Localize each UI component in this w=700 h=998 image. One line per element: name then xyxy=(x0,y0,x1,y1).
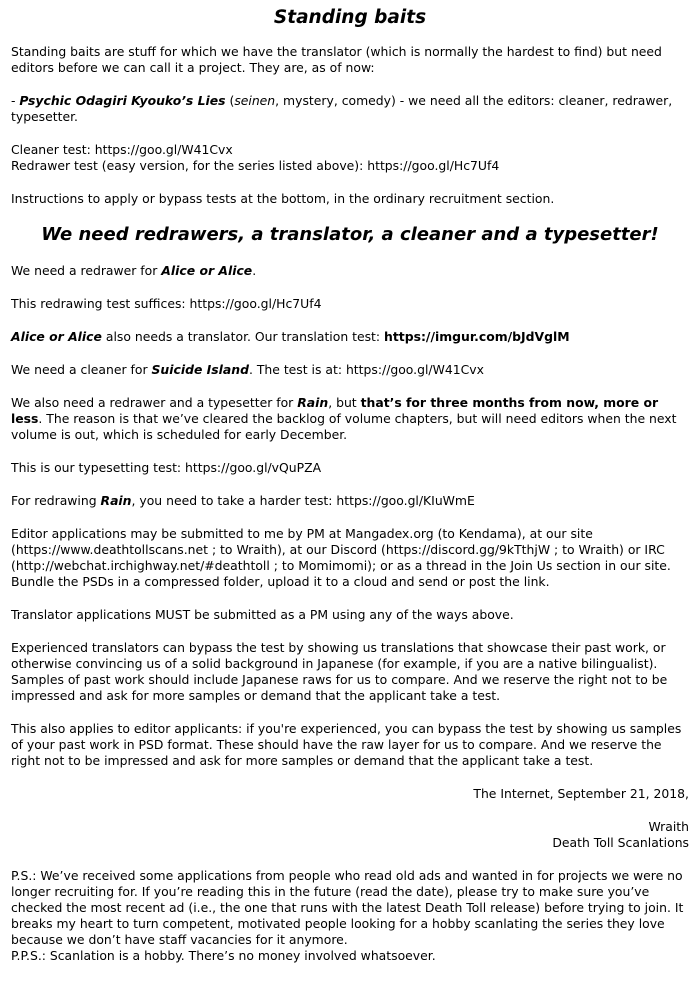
signature-group: Death Toll Scanlations xyxy=(552,835,689,850)
redrawer-test-line: Redrawer test (easy version, for the series listed above): https://goo.gl/Hc7Uf4 xyxy=(11,158,500,173)
experienced-translators-paragraph: Experienced translators can bypass the test by showing us translations that showcase their past work, or otherwise convincing us of a solid background in Japanese (for example, if you are a native bilingualist). Samples of past work should include Japanese raws for us to compare. And we reserve the right not to be impressed and ask for more samples or demand that the applicant take a test. xyxy=(11,640,668,703)
translator-applications-paragraph: Translator applications MUST be submitted as a PM using any of the ways above. xyxy=(11,607,514,622)
typesetting-test-line: This is our typesetting test: https://goo.gl/vQuPZA xyxy=(11,460,322,475)
postscript: P.S.: We’ve received some applications from people who read old ads and wanted in for projects we were no longer recruiting for. If you’re reading this in the future (read the date), please try to make sure you’ve checked the most recent ad (i.e., the one that runs with the latest Death Toll release) before trying to join. It breaks my heart to turn competent, motivated people looking for a hobby scanlating the series they love because we don’t have staff vacancies for it anymore. xyxy=(11,868,684,947)
signature-name: Wraith xyxy=(648,819,689,834)
translation-test-link: https://imgur.com/bJdVglM xyxy=(384,329,570,344)
post-postscript: P.P.S.: Scanlation is a hobby. There’s no money involved whatsoever. xyxy=(11,948,436,963)
experienced-editors-paragraph: This also applies to editor applicants: if you're experienced, you can bypass the test by showing us samples of your past work in PSD format. These should have the raw layer for us to compare. And we reserve the right not to be impressed and ask for more samples or demand that the applicant take a test. xyxy=(11,721,682,768)
rain-editors-needed: We also need a redrawer and a typesetter for Rain, but that’s for three months from now, more or less. The reason is that we’ve cleared the backlog of volume chapters, but will need editors when the next volume is out, which is scheduled for early December. xyxy=(11,395,677,442)
cleaner-needed: We need a cleaner for Suicide Island. The test is at: https://goo.gl/W41Cvx xyxy=(11,362,484,377)
recruitment-heading: We need redrawers, a translator, a cleaner and a typesetter! xyxy=(41,224,659,245)
series-title: Psychic Odagiri Kyouko’s Lies xyxy=(19,93,226,108)
signature-date: The Internet, September 21, 2018, xyxy=(473,786,689,801)
standing-intro: Standing baits are stuff for which we have the translator (which is normally the hardest to find) but need editors before we can call it a project. They are, as of now: xyxy=(11,44,662,75)
cleaner-test-line: Cleaner test: https://goo.gl/W41Cvx xyxy=(11,142,233,157)
genre-label: seinen xyxy=(234,93,276,108)
editor-applications-paragraph: Editor applications may be submitted to me by PM at Mangadex.org (to Kendama), at our site (https://www.deathtollscans.net ; to Wraith), at our Discord (https://discord.gg/9kTthjW ; to Wraith) or IRC (http://webchat.irchighway.net/#deathtoll ; to Momimomi); or as a thread in the Join Us section in our site. Bundle the PSDs in a compressed folder, upload it to a cloud and send or post the link. xyxy=(11,526,671,589)
rain-redraw-test-line: For redrawing Rain, you need to take a harder test: https://goo.gl/KIuWmE xyxy=(11,493,475,508)
redrawing-test-line: This redrawing test suffices: https://goo.gl/Hc7Uf4 xyxy=(11,296,322,311)
instructions-line: Instructions to apply or bypass tests at the bottom, in the ordinary recruitment section. xyxy=(11,191,555,206)
standing-baits-heading: Standing baits xyxy=(273,7,427,28)
standing-bait-item: - Psychic Odagiri Kyouko’s Lies (seinen, mystery, comedy) - we need all the editors: cleaner, redrawer, typesetter. xyxy=(11,93,673,124)
redrawer-needed: We need a redrawer for Alice or Alice. xyxy=(11,263,257,278)
translator-needed: Alice or Alice also needs a translator. Our translation test: https://imgur.com/bJdVglM xyxy=(11,329,570,344)
